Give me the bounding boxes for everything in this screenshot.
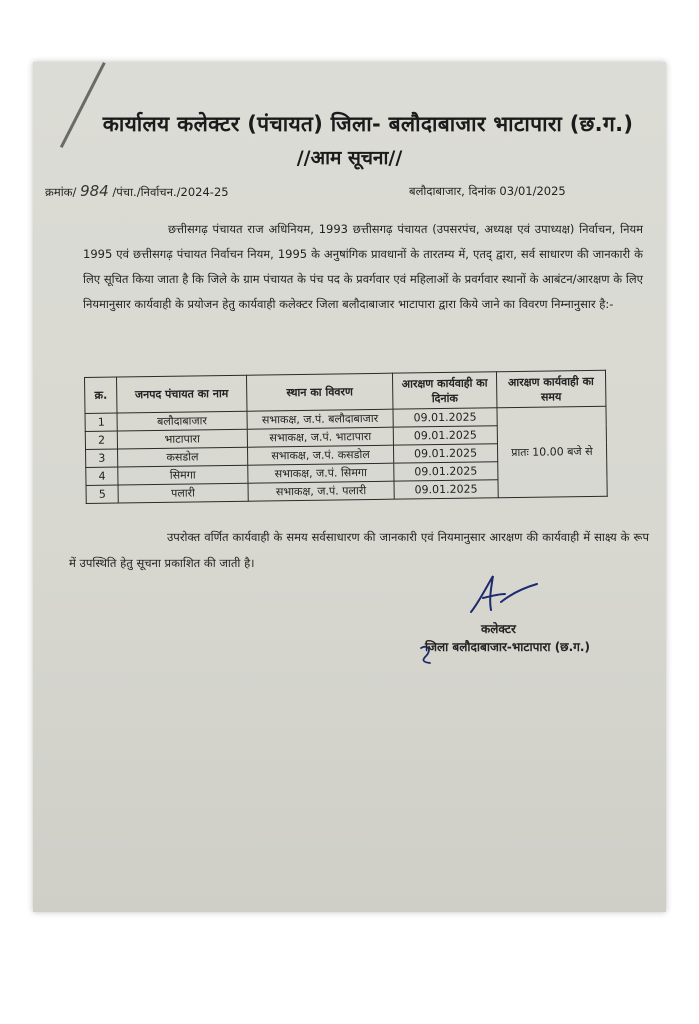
- header-janpad-name: जनपद पंचायत का नाम: [117, 375, 247, 413]
- signatory-title: कलेक्टर: [481, 622, 516, 636]
- header-serial: क्र.: [85, 377, 118, 413]
- row-date: 09.01.2025: [393, 408, 496, 427]
- row-janpad-name: पलारी: [118, 483, 247, 503]
- row-place: सभाकक्ष, ज.पं. भाटापारा: [247, 427, 394, 447]
- document-page: [33, 62, 666, 912]
- row-place: सभाकक्ष, ज.पं. सिमगा: [247, 463, 394, 483]
- reference-handwritten-number: 984: [80, 182, 109, 200]
- office-title: कार्यालय कलेक्टर (पंचायत) जिला- बलौदाबाजार भाटापारा (छ.ग.): [102, 112, 634, 136]
- closing-paragraph: [69, 524, 649, 576]
- header-date: आरक्षण कार्यवाही का दिनांक: [393, 372, 497, 409]
- row-serial: 1: [85, 413, 118, 431]
- row-serial: 2: [85, 431, 118, 449]
- signatory-district: जिला बलौदाबाजार-भाटापारा (छ.ग.): [425, 640, 590, 654]
- header-time: आरक्षण कार्यवाही का समय: [496, 370, 606, 408]
- row-date: 09.01.2025: [394, 426, 497, 445]
- intro-paragraph: [83, 217, 643, 317]
- reservation-time: प्रातः 10.00 बजे से: [497, 406, 608, 498]
- row-janpad-name: कसडोल: [118, 447, 247, 467]
- reference-suffix: /पंचा./निर्वाचन./2024-25: [112, 185, 229, 199]
- row-janpad-name: बलौदाबाजार: [117, 411, 246, 431]
- row-serial: 4: [86, 467, 119, 485]
- row-place: सभाकक्ष, ज.पं. कसडोल: [247, 445, 394, 465]
- reference-prefix: क्रमांक/: [45, 185, 77, 199]
- row-janpad-name: सिमगा: [118, 465, 247, 485]
- row-date: 09.01.2025: [394, 480, 497, 499]
- notice-heading: //आम सूचना//: [296, 147, 403, 169]
- row-date: 09.01.2025: [394, 444, 497, 463]
- collector-signature: [461, 572, 541, 620]
- row-serial: 3: [86, 449, 119, 467]
- row-date: 09.01.2025: [394, 462, 497, 481]
- row-serial: 5: [86, 485, 119, 503]
- header-place: स्थान का विवरण: [246, 373, 393, 411]
- closing-paragraph-text: उपरोक्त वर्णित कार्यवाही के समय सर्वसाधारण की जानकारी एवं नियमानुसार आरक्षण की कार्यवाही में साक्ष्य के रूप में उपस्थिति हेतु सूचना प्रकाशित की जाती है।: [69, 530, 649, 570]
- row-janpad-name: भाटापारा: [118, 429, 247, 449]
- reference-number: [45, 182, 229, 200]
- intro-paragraph-text: छत्तीसगढ़ पंचायत राज अधिनियम, 1993 छत्तीसगढ़ पंचायत (उपसरपंच, अध्यक्ष एवं उपाध्यक्ष) निर्वाचन, नियम 1995 एवं छत्तीसगढ़ पंचायत निर्वाचन नियम, 1995 के अनुषांगिक प्रावधानों के तारतम्य में, एतद् द्वारा, सर्व साधारण की जानकारी के लिए सूचित किया जाता है कि जिले के ग्राम पंचायत के पंच पद के प्रवर्गवार एवं महिलाओं के प्रवर्गवार स्थानों के आबंटन/आरक्षण के लिए नियमानुसार कार्यवाही के प्रयोजन हेतु कार्यवाही कलेक्टर जिला बलौदाबाजार भाटापारा द्वारा किये जाने का विवरण निम्नानुसार है:-: [83, 222, 643, 311]
- schedule-table: [84, 370, 608, 504]
- row-place: सभाकक्ष, ज.पं. पलारी: [247, 481, 394, 501]
- place-and-date: बलौदाबाजार, दिनांक 03/01/2025: [409, 184, 566, 198]
- row-place: सभाकक्ष, ज.पं. बलौदाबाजार: [246, 409, 393, 429]
